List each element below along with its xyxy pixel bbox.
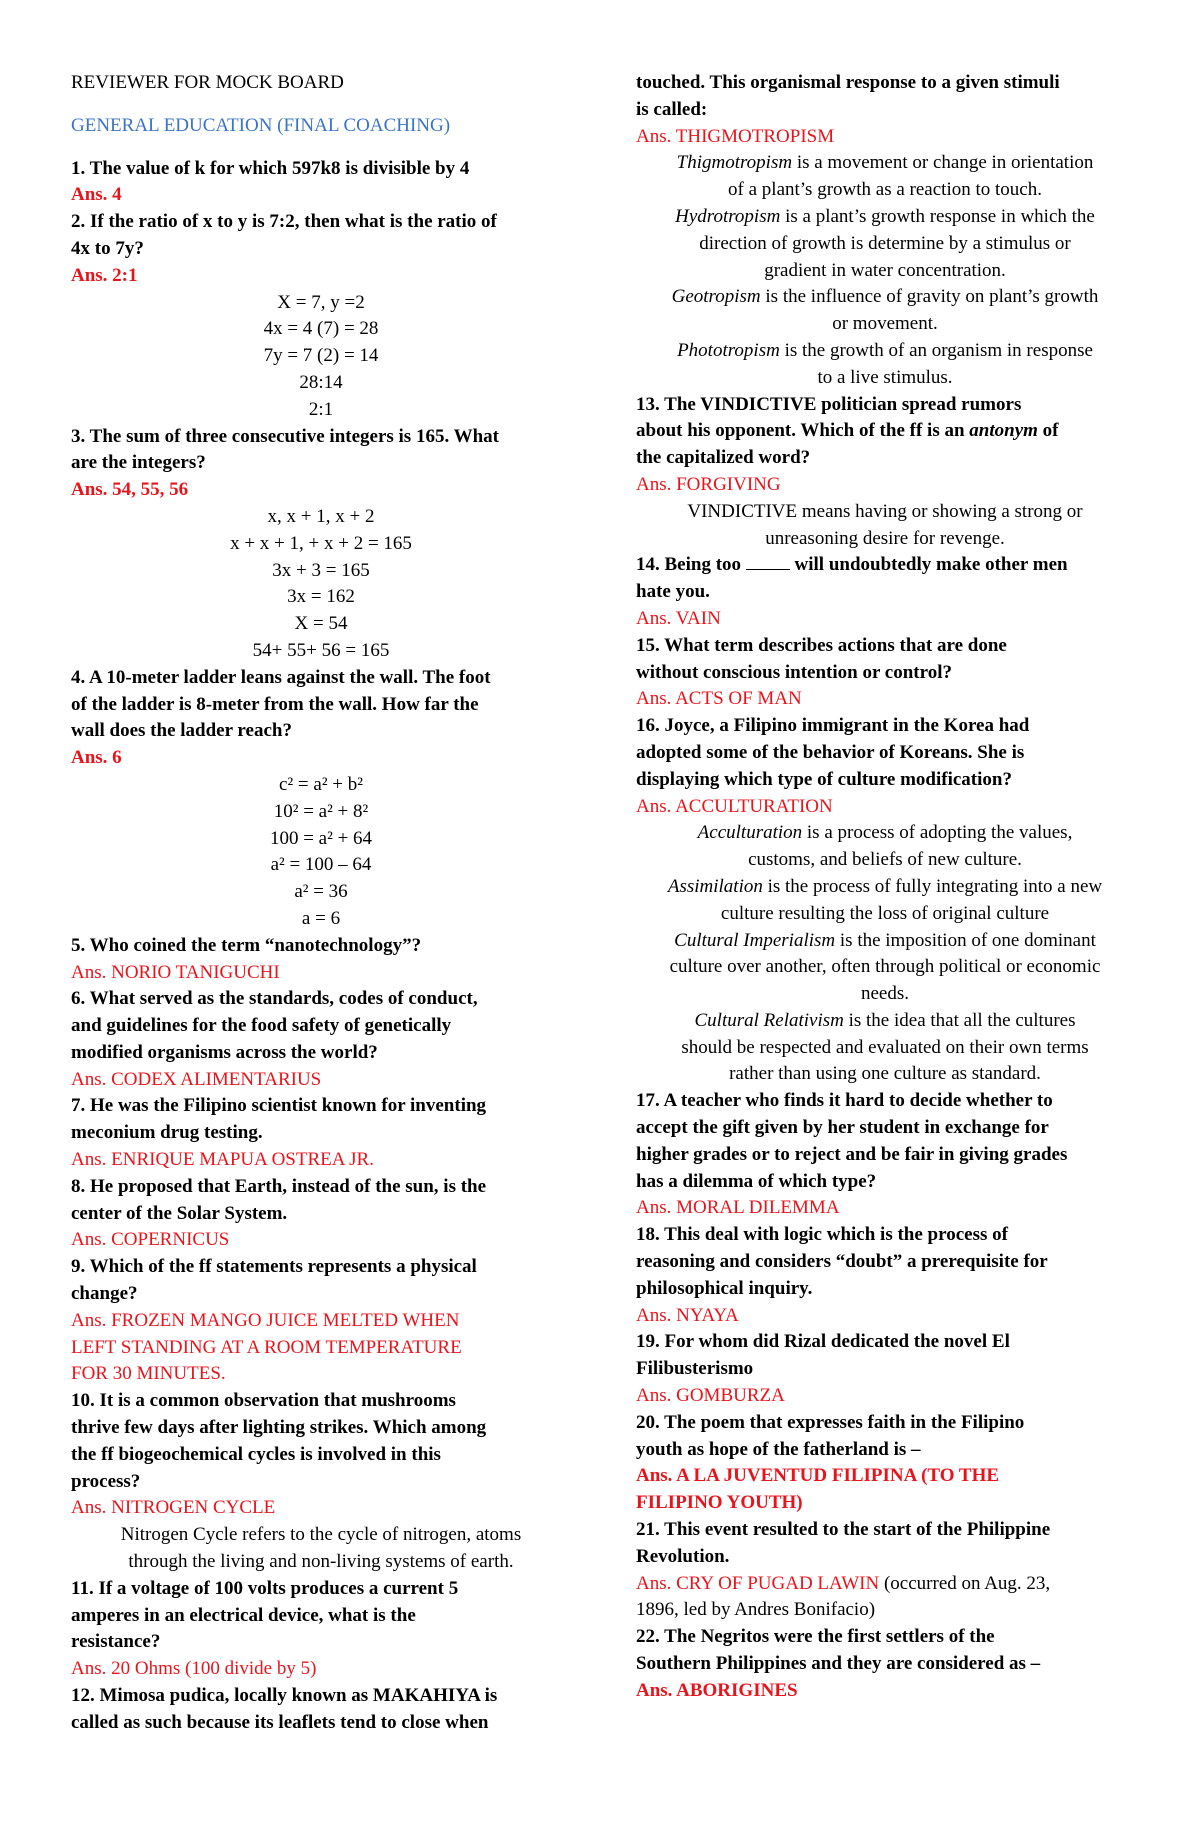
question-10-cont: the ff biogeochemical cycles is involved in this (71, 1443, 441, 1465)
solution-line: X = 7, y =2 (277, 291, 365, 313)
question-12: 12. Mimosa pudica, locally known as MAKAHIYA is (71, 1685, 498, 1707)
solution-line: 2:1 (308, 398, 334, 420)
note-line: of a plant’s growth as a reaction to touch. (728, 179, 1042, 201)
question-4: 4. A 10-meter ladder leans against the wall. The foot (71, 666, 491, 688)
note-line: Hydrotropism is a plant’s growth response in which the (675, 205, 1095, 227)
question-19: 19. For whom did Rizal dedicated the novel El (636, 1331, 1010, 1353)
question-18-cont: philosophical inquiry. (636, 1277, 813, 1299)
answer-14: Ans. VAIN (636, 607, 721, 629)
answer-7: Ans. ENRIQUE MAPUA OSTREA JR. (71, 1149, 374, 1171)
answer-17: Ans. MORAL DILEMMA (636, 1197, 840, 1219)
question-19-cont: Filibusterismo (636, 1358, 754, 1380)
solution-3 (71, 504, 571, 665)
question-8-cont: center of the Solar System. (71, 1202, 288, 1224)
term: Cultural Imperialism (674, 929, 836, 951)
question-7: 7. He was the Filipino scientist known for inventing (71, 1095, 487, 1117)
answer-12: Ans. THIGMOTROPISM (636, 125, 835, 147)
question-17-cont: higher grades or to reject and be fair in giving grades (636, 1143, 1068, 1165)
fill-in-blank (746, 553, 790, 570)
solution-line: 4x = 4 (7) = 28 (263, 318, 379, 340)
answer-15: Ans. ACTS OF MAN (636, 688, 802, 710)
solution-line: x, x + 1, x + 2 (267, 505, 375, 527)
note-16 (636, 820, 1134, 1088)
question-20: 20. The poem that expresses faith in the Filipino (636, 1411, 1025, 1433)
question-12-cont: called as such because its leaflets tend to close when (71, 1711, 489, 1733)
note-line: should be respected and evaluated on their own terms (681, 1036, 1089, 1058)
question-7-cont: meconium drug testing. (71, 1122, 263, 1144)
answer-8: Ans. COPERNICUS (71, 1229, 230, 1251)
solution-line: x + x + 1, + x + 2 = 165 (230, 532, 412, 554)
note-line: Assimilation is the process of fully integrating into a new (667, 875, 1103, 897)
question-22: 22. The Negritos were the first settlers of the (636, 1626, 995, 1648)
answer-21-note: 1896, led by Andres Bonifacio) (636, 1599, 876, 1621)
note-line: to a live stimulus. (817, 366, 953, 388)
question-6-cont: modified organisms across the world? (71, 1041, 378, 1063)
section-heading: GENERAL EDUCATION (FINAL COACHING) (71, 114, 451, 136)
answer-20: Ans. A LA JUVENTUD FILIPINA (TO THE (636, 1465, 1000, 1487)
answer-21: Ans. CRY OF PUGAD LAWIN (occurred on Aug. 23, (636, 1572, 1051, 1594)
question-14: 14. Being too will undoubtedly make other men (636, 554, 1068, 576)
note-line: Acculturation is a process of adopting the values, (697, 822, 1073, 844)
answer-16: Ans. ACCULTURATION (636, 795, 833, 817)
question-17: 17. A teacher who finds it hard to decide whether to (636, 1090, 1053, 1112)
solution-line: c² = a² + b² (279, 773, 363, 795)
term: Hydrotropism (675, 205, 781, 227)
note-line: direction of growth is determine by a stimulus or (699, 232, 1071, 254)
right-column (636, 70, 1134, 1705)
left-column (71, 70, 571, 1737)
solution-line: X = 54 (294, 613, 348, 635)
answer-5: Ans. NORIO TANIGUCHI (71, 961, 280, 983)
question-11: 11. If a voltage of 100 volts produces a current 5 (71, 1577, 459, 1599)
term: Geotropism (671, 286, 761, 308)
question-18-cont: reasoning and considers “doubt” a prerequisite for (636, 1251, 1048, 1273)
question-20-cont: youth as hope of the fatherland is – (636, 1438, 921, 1460)
question-10: 10. It is a common observation that mushrooms (71, 1390, 456, 1412)
answer-4: Ans. 6 (71, 747, 122, 769)
question-16-cont: displaying which type of culture modification? (636, 768, 1012, 790)
answer-13: Ans. FORGIVING (636, 473, 781, 495)
question-21-cont: Revolution. (636, 1545, 730, 1567)
solution-2 (71, 290, 571, 424)
term: Acculturation (697, 822, 803, 844)
note-13 (636, 499, 1134, 553)
note-line: Geotropism is the influence of gravity on plant’s growth (671, 286, 1099, 308)
question-15: 15. What term describes actions that are done (636, 634, 1007, 656)
question-9-cont: change? (71, 1283, 138, 1305)
question-13-cont: the capitalized word? (636, 447, 811, 469)
answer-19: Ans. GOMBURZA (636, 1385, 785, 1407)
question-15-cont: without conscious intention or control? (636, 661, 952, 683)
term: Cultural Relativism (694, 1009, 844, 1031)
term: Assimilation (667, 875, 763, 897)
answer-1: Ans. 4 (71, 184, 122, 206)
note-line: Phototropism is the growth of an organism in response (677, 339, 1093, 361)
answer-20-cont: FILIPINO YOUTH) (636, 1492, 803, 1514)
solution-line: 100 = a² + 64 (269, 827, 373, 849)
note-line: culture over another, often through political or economic (669, 956, 1101, 978)
note-line: Cultural Imperialism is the imposition of one dominant (674, 929, 1096, 951)
answer-9-cont: FOR 30 MINUTES. (71, 1363, 226, 1385)
question-2: 2. If the ratio of x to y is 7:2, then what is the ratio of (71, 211, 497, 233)
document-title: REVIEWER FOR MOCK BOARD (71, 72, 344, 93)
answer-11: Ans. 20 Ohms (100 divide by 5) (71, 1658, 317, 1680)
question-22-cont: Southern Philippines and they are considered as – (636, 1653, 1041, 1675)
solution-line: 28:14 (299, 371, 343, 393)
solution-line: a² = 36 (294, 881, 348, 903)
solution-line: 7y = 7 (2) = 14 (263, 345, 379, 367)
answer-6: Ans. CODEX ALIMENTARIUS (71, 1068, 322, 1090)
solution-line: 54+ 55+ 56 = 165 (252, 639, 390, 661)
question-18: 18. This deal with logic which is the process of (636, 1224, 1008, 1246)
note-line: through the living and non-living systems of earth. (128, 1551, 514, 1573)
solution-line: 10² = a² + 8² (273, 800, 369, 822)
note-line: Nitrogen Cycle refers to the cycle of nitrogen, atoms (120, 1524, 522, 1546)
question-11-cont: amperes in an electrical device, what is the (71, 1604, 416, 1626)
answer-22: Ans. ABORIGINES (636, 1679, 798, 1701)
question-21: 21. This event resulted to the start of the Philippine (636, 1519, 1051, 1541)
note-12 (636, 150, 1134, 391)
question-6: 6. What served as the standards, codes of conduct, (71, 988, 478, 1010)
question-11-cont: resistance? (71, 1631, 161, 1653)
question-17-cont: accept the gift given by her student in exchange for (636, 1117, 1049, 1139)
question-16: 16. Joyce, a Filipino immigrant in the Korea had (636, 715, 1030, 737)
answer-18: Ans. NYAYA (636, 1304, 739, 1326)
answer-3: Ans. 54, 55, 56 (71, 479, 189, 501)
question-5: 5. Who coined the term “nanotechnology”? (71, 934, 422, 956)
question-12-cont: is called: (636, 98, 708, 120)
answer-2: Ans. 2:1 (71, 264, 138, 286)
question-9: 9. Which of the ff statements represents a physical (71, 1256, 477, 1278)
answer-9: Ans. FROZEN MANGO JUICE MELTED WHEN (71, 1309, 460, 1331)
term: Phototropism (677, 339, 780, 361)
question-6-cont: and guidelines for the food safety of genetically (71, 1015, 452, 1037)
solution-line: 3x = 162 (287, 586, 355, 608)
note-line: culture resulting the loss of original culture (720, 902, 1050, 924)
note-line: customs, and beliefs of new culture. (748, 849, 1022, 871)
note-line: Thigmotropism is a movement or change in orientation (676, 152, 1094, 174)
question-4-cont: of the ladder is 8-meter from the wall. How far the (71, 693, 479, 715)
note-10 (71, 1522, 571, 1576)
answer-9-cont: LEFT STANDING AT A ROOM TEMPERATURE (71, 1336, 462, 1358)
solution-4 (71, 772, 571, 933)
question-17-cont: has a dilemma of which type? (636, 1170, 877, 1192)
question-10-cont: thrive few days after lighting strikes. Which among (71, 1417, 487, 1439)
note-line: rather than using one culture as standard. (729, 1063, 1041, 1085)
question-10-cont: process? (71, 1470, 141, 1492)
note-line: gradient in water concentration. (764, 259, 1006, 281)
question-16-cont: adopted some of the behavior of Koreans. She is (636, 741, 1025, 763)
note-line: VINDICTIVE means having or showing a strong or (687, 500, 1083, 522)
note-line: needs. (860, 983, 909, 1005)
question-13: 13. The VINDICTIVE politician spread rumors (636, 393, 1022, 415)
question-3: 3. The sum of three consecutive integers is 165. What (71, 425, 500, 447)
note-line: Cultural Relativism is the idea that all the cultures (694, 1009, 1076, 1031)
question-4-cont: wall does the ladder reach? (71, 720, 292, 742)
question-14-cont: hate you. (636, 581, 710, 603)
question-1: 1. The value of k for which 597k8 is divisible by 4 (71, 157, 470, 179)
question-12-cont: touched. This organismal response to a given stimuli (636, 72, 1060, 93)
term: Thigmotropism (676, 152, 793, 174)
solution-line: a = 6 (301, 907, 341, 929)
question-3-cont: are the integers? (71, 452, 206, 474)
note-line: or movement. (832, 313, 938, 335)
question-13-cont: about his opponent. Which of the ff is an antonym of (636, 420, 1059, 442)
question-8: 8. He proposed that Earth, instead of the sun, is the (71, 1175, 487, 1197)
answer-10: Ans. NITROGEN CYCLE (71, 1497, 276, 1519)
note-line: unreasoning desire for revenge. (765, 527, 1005, 549)
solution-line: a² = 100 – 64 (270, 854, 372, 876)
question-2-cont: 4x to 7y? (71, 237, 144, 259)
solution-line: 3x + 3 = 165 (272, 559, 370, 581)
